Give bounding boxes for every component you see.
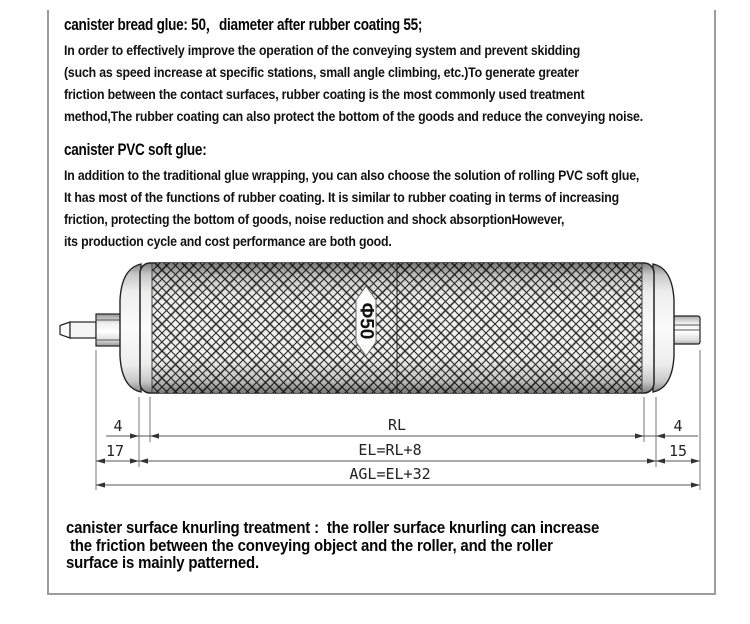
paragraph-line: friction between the contact surfaces, rubber coating is the most commonly used treatment	[64, 86, 585, 102]
paragraph-line: In addition to the traditional glue wrapping, you can also choose the solution of rolling PVC soft glue,	[64, 167, 640, 183]
paragraph-line: canister surface knurling treatment : the roller surface knurling can increase	[66, 518, 600, 537]
rubber-coating-heading: canister bread glue: 50，diameter after rubber coating 55;	[64, 16, 423, 34]
roller-body	[140, 263, 654, 393]
paragraph-line: It has most of the functions of rubber coating. It is similar to rubber coating in terms of increasing	[64, 189, 620, 205]
paragraph-line: its production cycle and cost performance are both good.	[64, 233, 392, 249]
dim-label-agl: AGL=EL+32	[349, 465, 431, 483]
dim-label-cap-right: 4	[673, 417, 683, 435]
dim-label-cap-left: 4	[113, 417, 123, 435]
dim-label-shaft-left: 17	[105, 442, 125, 460]
knurling-note	[66, 519, 599, 572]
pvc-soft-glue-heading: canister PVC soft glue:	[64, 141, 207, 159]
paragraph-line: the friction between the conveying object and the roller, and the roller	[66, 535, 553, 555]
roller-cap-right	[653, 264, 674, 392]
paragraph-line: (such as speed increase at specific stations, small angle climbing, etc.)To generate greater	[64, 64, 579, 80]
diameter-label: Φ50	[355, 302, 377, 340]
dim-label-el: EL=RL+8	[358, 441, 422, 459]
diameter-callout	[356, 286, 377, 356]
frame-bottom-border	[47, 593, 716, 595]
rubber-coating-paragraph	[64, 39, 643, 127]
roller-cap-left	[120, 264, 141, 392]
paragraph-line: method,The rubber coating can also protect the bottom of the goods and reduce the conveying noise.	[64, 108, 643, 124]
paragraph-line: friction, protecting the bottom of goods, noise reduction and shock absorptionHowever,	[64, 211, 565, 227]
roller-shaft-left	[60, 314, 121, 346]
pvc-soft-glue-paragraph	[64, 164, 639, 252]
paragraph-line: surface is mainly patterned.	[66, 553, 259, 572]
paragraph-line: In order to effectively improve the operation of the conveying system and prevent skidding	[64, 42, 581, 58]
roller-technical-drawing	[0, 250, 750, 500]
dim-label-rl: RL	[387, 416, 407, 434]
dim-label-shaft-right: 15	[668, 442, 688, 460]
